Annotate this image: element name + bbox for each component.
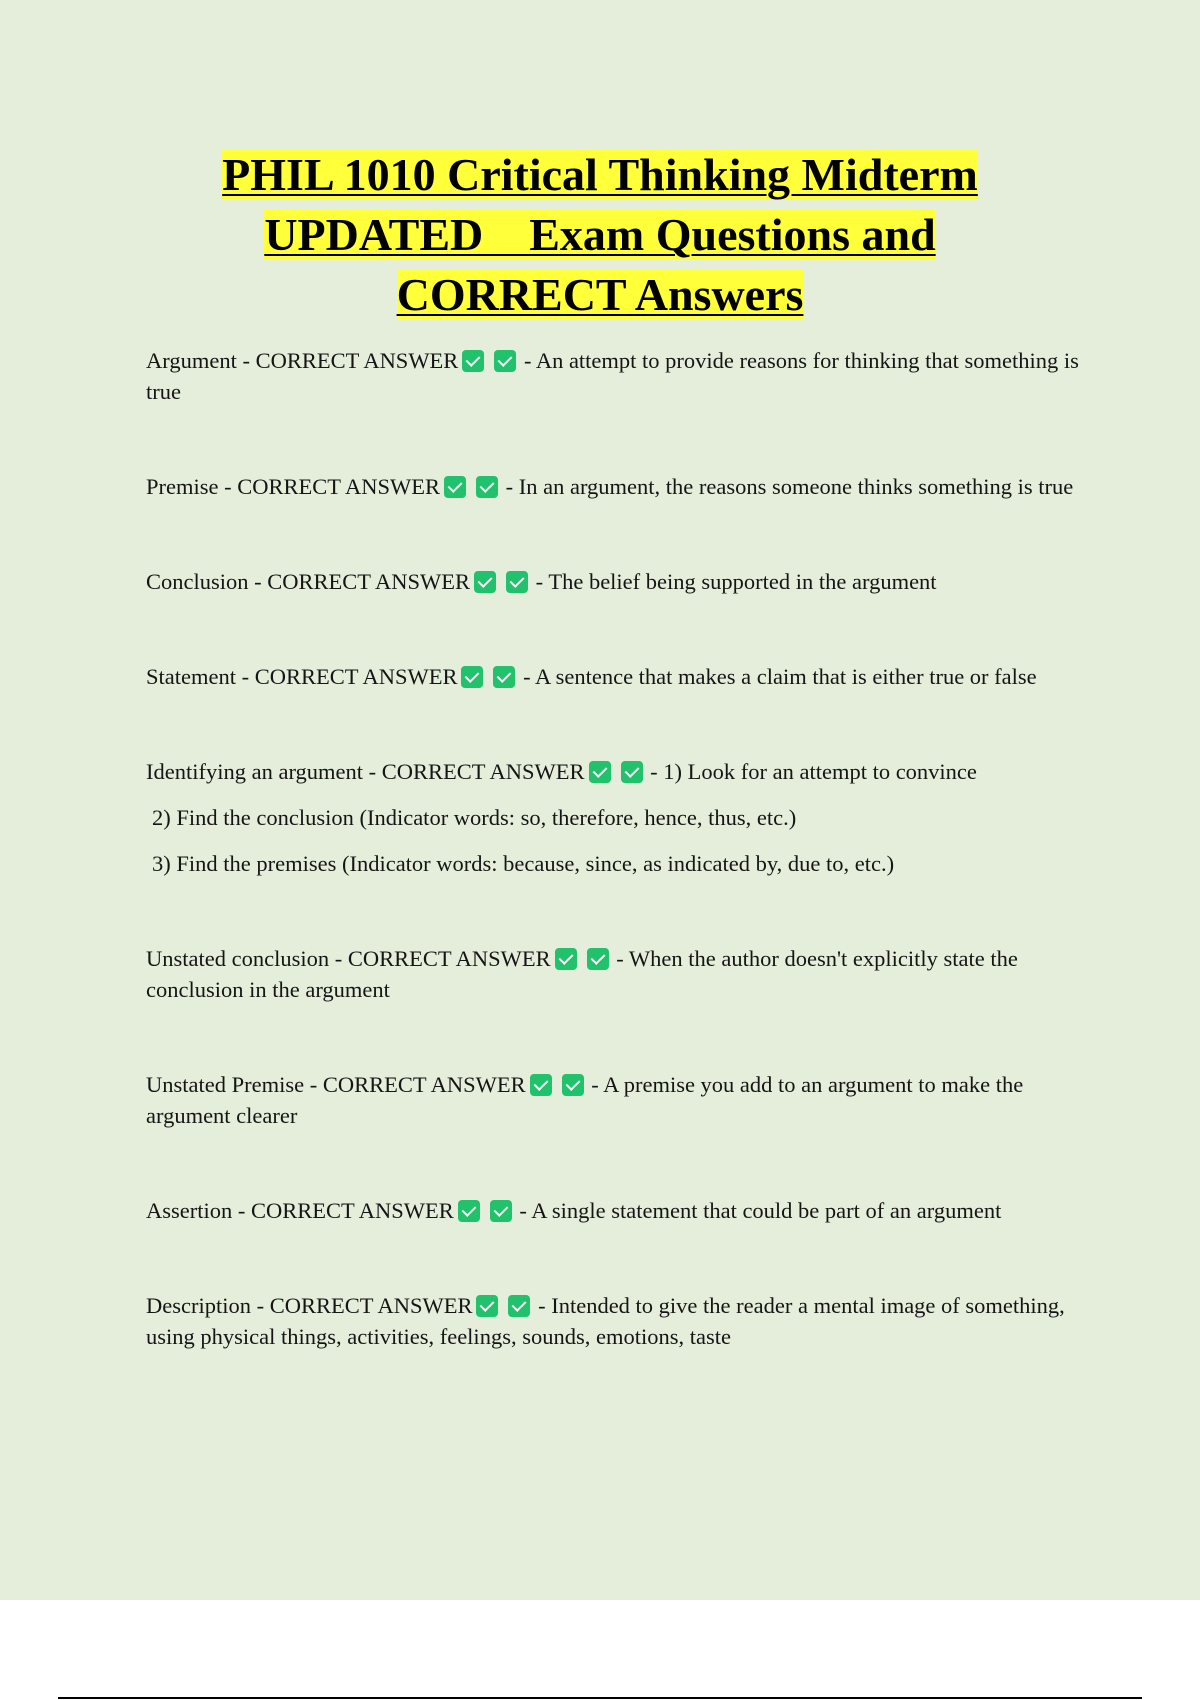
entry-term: Identifying an argument xyxy=(146,759,364,784)
correct-answer-label: - CORRECT ANSWER xyxy=(241,664,458,689)
check-box-icon xyxy=(444,476,466,498)
check-box-icon xyxy=(493,666,515,688)
check-box-icon xyxy=(587,948,609,970)
qa-entry xyxy=(146,661,1086,692)
correct-answer-label: - CORRECT ANSWER xyxy=(256,1293,473,1318)
qa-entry xyxy=(146,1069,1086,1131)
entry-term: Description xyxy=(146,1293,251,1318)
check-box-icon xyxy=(458,1200,480,1222)
footer-divider xyxy=(58,1697,1142,1699)
check-box-icon xyxy=(461,666,483,688)
qa-entry xyxy=(146,1195,1086,1226)
entry-sub-line: 3) Find the premises (Indicator words: because, since, as indicated by, due to, etc.) xyxy=(152,851,895,876)
check-box-icon xyxy=(476,1295,498,1317)
check-box-icon xyxy=(506,571,528,593)
qa-entry xyxy=(146,1290,1086,1352)
qa-entry xyxy=(146,943,1086,1005)
entry-term: Statement xyxy=(146,664,236,689)
entry-definition: - Intended to give the reader a mental image of something, using physical things, activities, feelings, sounds, emotions, taste xyxy=(146,1293,1065,1349)
entry-definition: - A sentence that makes a claim that is either true or false xyxy=(523,664,1037,689)
entry-definition: - An attempt to provide reasons for thinking that something is true xyxy=(146,348,1079,404)
correct-answer-label: - CORRECT ANSWER xyxy=(242,348,459,373)
check-box-icon xyxy=(474,571,496,593)
check-box-icon xyxy=(490,1200,512,1222)
entry-definition: - In an argument, the reasons someone thinks something is true xyxy=(505,474,1074,499)
check-box-icon xyxy=(476,476,498,498)
check-box-icon xyxy=(530,1074,552,1096)
entry-term: Premise xyxy=(146,474,219,499)
qa-entry xyxy=(146,756,1086,879)
correct-answer-label: - CORRECT ANSWER xyxy=(254,569,470,594)
qa-entry xyxy=(146,566,1086,597)
entry-definition: - 1) Look for an attempt to convince xyxy=(650,759,977,784)
entry-term: Unstated conclusion xyxy=(146,946,330,971)
check-box-icon xyxy=(494,350,516,372)
entry-definition: - When the author doesn't explicitly state the conclusion in the argument xyxy=(146,946,1018,1002)
correct-answer-label: - CORRECT ANSWER xyxy=(309,1072,526,1097)
entry-term: Argument xyxy=(146,348,237,373)
check-box-icon xyxy=(462,350,484,372)
title-line-3: CORRECT Answers xyxy=(396,269,804,320)
title-line-2: UPDATED Exam Questions and xyxy=(264,209,936,260)
entry-sub-line: 2) Find the conclusion (Indicator words: so, therefore, hence, thus, etc.) xyxy=(152,805,797,830)
qa-entry xyxy=(146,345,1086,407)
correct-answer-label: - CORRECT ANSWER xyxy=(224,474,440,499)
check-box-icon xyxy=(562,1074,584,1096)
check-box-icon xyxy=(589,761,611,783)
correct-answer-label: - CORRECT ANSWER xyxy=(237,1198,454,1223)
title-line-1: PHIL 1010 Critical Thinking Midterm xyxy=(222,149,978,200)
correct-answer-label: - CORRECT ANSWER xyxy=(368,759,585,784)
entry-term: Assertion xyxy=(146,1198,233,1223)
entry-term: Unstated Premise xyxy=(146,1072,305,1097)
qa-list xyxy=(146,345,1086,1416)
entry-definition: - The belief being supported in the argument xyxy=(535,569,937,594)
qa-entry xyxy=(146,471,1086,502)
correct-answer-label: - CORRECT ANSWER xyxy=(334,946,551,971)
check-box-icon xyxy=(508,1295,530,1317)
document-title xyxy=(0,145,1200,325)
check-box-icon xyxy=(621,761,643,783)
check-box-icon xyxy=(555,948,577,970)
entry-definition: - A premise you add to an argument to make the argument clearer xyxy=(146,1072,1024,1128)
entry-term: Conclusion xyxy=(146,569,249,594)
entry-definition: - A single statement that could be part of an argument xyxy=(519,1198,1002,1223)
